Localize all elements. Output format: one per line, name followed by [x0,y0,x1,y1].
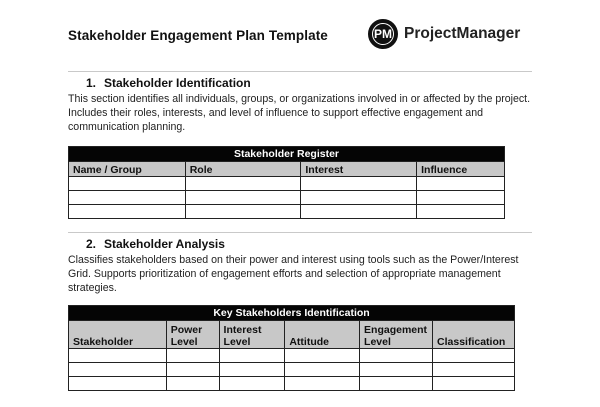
header-line: Level [170,336,198,348]
table-caption: Key Stakeholders Identification [69,306,515,321]
column-header [433,321,515,349]
table-cell[interactable] [219,363,285,377]
table-cell[interactable] [433,377,515,391]
table-cell[interactable] [417,191,505,205]
column-header [360,321,433,349]
body-line: Includes their roles, interests, and level of influence to support effective engagement and [68,107,483,119]
table-cell[interactable] [69,377,167,391]
table-cell[interactable] [285,349,360,363]
section-body [68,92,538,134]
body-line: Classifies stakeholders based on their power and interest using tools such as the Power/Interest [68,254,519,266]
table-cell[interactable] [285,377,360,391]
section-stakeholder-analysis [68,237,538,295]
column-header [166,321,219,349]
brand-name: ProjectManager [404,25,521,42]
header-line: Interest [223,324,262,336]
section-heading [86,237,538,251]
table-cell[interactable] [185,205,301,219]
table-cell[interactable] [166,377,219,391]
table-row [69,205,505,219]
column-header: Influence [417,162,505,177]
header-line: Level [223,336,251,348]
stakeholder-register-table [68,146,505,219]
table-cell[interactable] [285,363,360,377]
body-line: communication planning. [68,121,186,133]
body-line: This section identifies all individuals, groups, or organizations involved in or affected by the project. [68,93,531,105]
table-cell[interactable] [417,177,505,191]
table-caption: Stakeholder Register [69,147,505,162]
column-header [285,321,360,349]
section-number: 1. [86,76,97,90]
table-cell[interactable] [360,363,433,377]
column-header [219,321,285,349]
table-cell[interactable] [185,191,301,205]
body-line: strategies. [68,282,117,294]
header-line: Power [170,324,203,336]
table-cell[interactable] [166,349,219,363]
header-line: Level [364,336,391,348]
table-cell[interactable] [69,349,167,363]
table-row [69,191,505,205]
table-row [69,363,515,377]
document-title: Stakeholder Engagement Plan Template [68,28,328,43]
table-cell[interactable] [433,363,515,377]
table-cell[interactable] [417,205,505,219]
column-header: Interest [301,162,417,177]
divider [68,232,532,233]
table-cell[interactable] [219,349,285,363]
divider [68,71,532,72]
section-body [68,253,538,295]
table-cell[interactable] [360,349,433,363]
brand-logo [368,19,520,49]
section-stakeholder-identification [68,76,538,134]
section-title: Stakeholder Analysis [104,237,225,251]
column-header: Role [185,162,301,177]
table-cell[interactable] [185,177,301,191]
column-header [69,321,167,349]
table-cell[interactable] [301,191,417,205]
table-row [69,177,505,191]
table-cell[interactable] [166,363,219,377]
table-cell[interactable] [69,205,186,219]
column-header: Name / Group [69,162,186,177]
header-line: Attitude [289,336,329,348]
table-cell[interactable] [219,377,285,391]
table-cell[interactable] [301,205,417,219]
pm-logo-icon: PM [368,19,398,49]
header-line: Classification [437,336,506,348]
key-stakeholders-table [68,305,515,391]
section-title: Stakeholder Identification [104,76,251,90]
header-line: Engagement [364,324,428,336]
table-cell[interactable] [301,177,417,191]
table-cell[interactable] [433,349,515,363]
section-heading [86,76,538,90]
header-line: Stakeholder [73,336,134,348]
body-line: Grid. Supports prioritization of engagement efforts and selection of appropriate management [68,268,501,280]
table-cell[interactable] [69,177,186,191]
table-row [69,377,515,391]
table-cell[interactable] [360,377,433,391]
table-row [69,349,515,363]
table-cell[interactable] [69,191,186,205]
section-number: 2. [86,237,97,251]
table-cell[interactable] [69,363,167,377]
